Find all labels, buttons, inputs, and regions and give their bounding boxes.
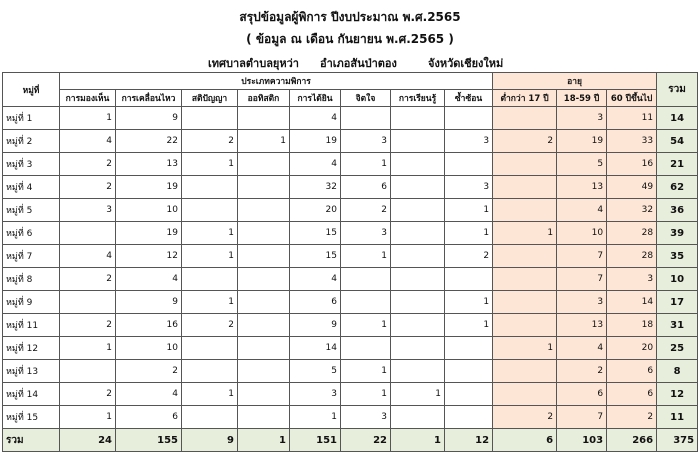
disability-count-cell — [391, 268, 445, 291]
age-count-cell: 7 — [557, 245, 607, 268]
disability-column-header: การเคลื่อนไหว — [116, 90, 182, 107]
age-count-cell: 3 — [607, 268, 657, 291]
disability-count-cell — [238, 291, 290, 314]
disability-count-cell — [391, 337, 445, 360]
disability-count-cell — [238, 314, 290, 337]
age-count-cell: 28 — [607, 245, 657, 268]
disability-count-cell: 3 — [60, 199, 116, 222]
disability-summary-table — [2, 72, 698, 452]
row-total-cell: 54 — [657, 130, 698, 153]
disability-count-cell — [238, 153, 290, 176]
disability-column-header: การได้ยิน — [290, 90, 341, 107]
age-count-cell — [493, 245, 557, 268]
age-column-header: 60 ปีขึ้นไป — [607, 90, 657, 107]
table-row — [3, 337, 698, 360]
disability-count-cell — [60, 291, 116, 314]
row-total-cell: 36 — [657, 199, 698, 222]
disability-count-cell: 32 — [290, 176, 341, 199]
row-total-cell: 62 — [657, 176, 698, 199]
age-count-cell: 2 — [493, 406, 557, 429]
disability-count-cell — [391, 199, 445, 222]
age-count-cell: 4 — [557, 337, 607, 360]
disability-count-cell — [238, 107, 290, 130]
age-group-header: อายุ — [493, 73, 657, 90]
disability-count-cell — [391, 107, 445, 130]
disability-count-cell: 1 — [290, 406, 341, 429]
disability-count-cell: 2 — [60, 314, 116, 337]
age-count-cell — [493, 176, 557, 199]
disability-column-header: ซ้ำซ้อน — [445, 90, 493, 107]
summary-disability-cell: 1 — [238, 429, 290, 452]
disability-count-cell: 13 — [116, 153, 182, 176]
table-row — [3, 268, 698, 291]
village-cell: หมู่ที่ 3 — [3, 153, 60, 176]
summary-age-cell: 6 — [493, 429, 557, 452]
summary-disability-cell: 151 — [290, 429, 341, 452]
disability-column-header: การเรียนรู้ — [391, 90, 445, 107]
age-count-cell: 16 — [607, 153, 657, 176]
disability-column-header: จิตใจ — [341, 90, 391, 107]
disability-count-cell — [341, 337, 391, 360]
disability-count-cell: 6 — [341, 176, 391, 199]
disability-count-cell: 2 — [182, 314, 238, 337]
row-total-cell: 21 — [657, 153, 698, 176]
report-title: สรุปข้อมูลผู้พิการ ปีงบประมาณ พ.ศ.2565 — [239, 10, 461, 24]
age-count-cell: 49 — [607, 176, 657, 199]
age-count-cell: 4 — [557, 199, 607, 222]
age-count-cell — [493, 383, 557, 406]
table-row — [3, 406, 698, 429]
age-count-cell: 20 — [607, 337, 657, 360]
age-count-cell — [493, 314, 557, 337]
row-total-cell: 12 — [657, 383, 698, 406]
age-count-cell: 33 — [607, 130, 657, 153]
disability-count-cell: 15 — [290, 222, 341, 245]
disability-count-cell: 1 — [238, 130, 290, 153]
table-row — [3, 314, 698, 337]
summary-label: รวม — [3, 429, 60, 452]
age-count-cell — [493, 199, 557, 222]
row-total-cell: 14 — [657, 107, 698, 130]
village-cell: หมู่ที่ 11 — [3, 314, 60, 337]
disability-count-cell: 1 — [182, 153, 238, 176]
disability-count-cell: 1 — [445, 314, 493, 337]
disability-count-cell — [445, 268, 493, 291]
disability-count-cell — [391, 314, 445, 337]
disability-count-cell: 22 — [116, 130, 182, 153]
disability-column-header: การมองเห็น — [60, 90, 116, 107]
report-subtitle: ( ข้อมูล ณ เดือน กันยายน พ.ศ.2565 ) — [246, 32, 454, 46]
age-count-cell: 3 — [557, 291, 607, 314]
disability-count-cell: 10 — [116, 199, 182, 222]
village-cell: หมู่ที่ 9 — [3, 291, 60, 314]
table-row — [3, 199, 698, 222]
disability-count-cell — [182, 199, 238, 222]
disability-count-cell — [182, 337, 238, 360]
disability-count-cell: 15 — [290, 245, 341, 268]
village-cell: หมู่ที่ 4 — [3, 176, 60, 199]
disability-count-cell — [238, 406, 290, 429]
age-count-cell: 28 — [607, 222, 657, 245]
disability-count-cell — [391, 360, 445, 383]
disability-count-cell: 19 — [116, 222, 182, 245]
table-row — [3, 360, 698, 383]
disability-count-cell — [445, 337, 493, 360]
age-column-header: ต่ำกว่า 17 ปี — [493, 90, 557, 107]
table-row — [3, 176, 698, 199]
disability-count-cell — [60, 222, 116, 245]
disability-count-cell — [341, 107, 391, 130]
disability-count-cell: 2 — [60, 153, 116, 176]
disability-count-cell: 3 — [290, 383, 341, 406]
disability-count-cell: 4 — [60, 130, 116, 153]
disability-count-cell: 1 — [182, 222, 238, 245]
disability-count-cell — [391, 130, 445, 153]
disability-count-cell: 1 — [445, 199, 493, 222]
age-column-header: 18-59 ปี — [557, 90, 607, 107]
disability-count-cell — [391, 291, 445, 314]
row-total-cell: 17 — [657, 291, 698, 314]
village-cell: หมู่ที่ 7 — [3, 245, 60, 268]
disability-count-cell: 1 — [391, 383, 445, 406]
disability-count-cell — [238, 337, 290, 360]
row-total-cell: 35 — [657, 245, 698, 268]
disability-count-cell — [391, 222, 445, 245]
village-cell: หมู่ที่ 1 — [3, 107, 60, 130]
disability-count-cell: 5 — [290, 360, 341, 383]
village-cell: หมู่ที่ 5 — [3, 199, 60, 222]
disability-column-header: ออทิสติก — [238, 90, 290, 107]
disability-count-cell — [182, 176, 238, 199]
disability-count-cell: 2 — [445, 245, 493, 268]
disability-count-cell — [182, 107, 238, 130]
disability-count-cell — [445, 107, 493, 130]
age-count-cell — [493, 268, 557, 291]
summary-age-cell: 103 — [557, 429, 607, 452]
disability-count-cell: 1 — [445, 222, 493, 245]
disability-count-cell — [238, 176, 290, 199]
summary-age-cell: 266 — [607, 429, 657, 452]
age-count-cell — [493, 360, 557, 383]
summary-disability-cell: 12 — [445, 429, 493, 452]
age-count-cell: 1 — [493, 222, 557, 245]
disability-count-cell: 14 — [290, 337, 341, 360]
disability-count-cell: 1 — [60, 107, 116, 130]
village-cell: หมู่ที่ 8 — [3, 268, 60, 291]
disability-count-cell — [445, 360, 493, 383]
age-count-cell: 6 — [557, 383, 607, 406]
disability-count-cell: 2 — [116, 360, 182, 383]
disability-count-cell: 1 — [182, 291, 238, 314]
disability-count-cell: 4 — [116, 268, 182, 291]
disability-count-cell: 4 — [60, 245, 116, 268]
village-cell: หมู่ที่ 15 — [3, 406, 60, 429]
disability-count-cell: 19 — [290, 130, 341, 153]
age-count-cell: 5 — [557, 153, 607, 176]
table-row — [3, 245, 698, 268]
disability-count-cell — [445, 406, 493, 429]
disability-count-cell: 12 — [116, 245, 182, 268]
table-row — [3, 222, 698, 245]
age-count-cell: 13 — [557, 314, 607, 337]
disability-count-cell — [391, 176, 445, 199]
disability-count-cell — [182, 360, 238, 383]
village-cell: หมู่ที่ 14 — [3, 383, 60, 406]
disability-type-group-header: ประเภทความพิการ — [60, 73, 493, 90]
disability-count-cell: 1 — [341, 245, 391, 268]
row-total-cell: 39 — [657, 222, 698, 245]
age-count-cell: 7 — [557, 406, 607, 429]
row-total-cell: 8 — [657, 360, 698, 383]
row-total-cell: 11 — [657, 406, 698, 429]
province-label: จังหวัดเชียงใหม่ — [428, 57, 504, 70]
disability-count-cell — [238, 222, 290, 245]
disability-count-cell — [60, 360, 116, 383]
age-count-cell: 32 — [607, 199, 657, 222]
summary-disability-cell: 1 — [391, 429, 445, 452]
disability-count-cell: 9 — [116, 291, 182, 314]
row-total-cell: 10 — [657, 268, 698, 291]
disability-count-cell: 1 — [182, 245, 238, 268]
disability-count-cell — [341, 268, 391, 291]
summary-disability-cell: 24 — [60, 429, 116, 452]
disability-count-cell — [341, 291, 391, 314]
disability-count-cell: 3 — [341, 222, 391, 245]
disability-column-header: สติปัญญา — [182, 90, 238, 107]
disability-count-cell: 3 — [341, 130, 391, 153]
summary-disability-cell: 9 — [182, 429, 238, 452]
age-count-cell: 18 — [607, 314, 657, 337]
village-cell: หมู่ที่ 6 — [3, 222, 60, 245]
village-cell: หมู่ที่ 2 — [3, 130, 60, 153]
age-count-cell — [493, 107, 557, 130]
age-count-cell — [493, 291, 557, 314]
disability-count-cell: 20 — [290, 199, 341, 222]
disability-count-cell: 10 — [116, 337, 182, 360]
disability-count-cell: 19 — [116, 176, 182, 199]
age-count-cell — [493, 153, 557, 176]
disability-count-cell — [445, 383, 493, 406]
table-row — [3, 130, 698, 153]
disability-count-cell — [391, 245, 445, 268]
disability-count-cell: 4 — [290, 153, 341, 176]
disability-count-cell: 1 — [341, 383, 391, 406]
disability-count-cell: 16 — [116, 314, 182, 337]
disability-count-cell: 1 — [60, 406, 116, 429]
age-count-cell: 14 — [607, 291, 657, 314]
age-count-cell: 6 — [607, 383, 657, 406]
row-total-cell: 31 — [657, 314, 698, 337]
district-label: อำเภอสันป่าตอง — [320, 57, 397, 70]
disability-count-cell: 3 — [341, 406, 391, 429]
municipality-label: เทศบาลตำบลยุหว่า — [208, 57, 299, 70]
disability-count-cell: 1 — [341, 153, 391, 176]
disability-count-cell: 9 — [290, 314, 341, 337]
disability-count-cell: 4 — [116, 383, 182, 406]
table-row — [3, 107, 698, 130]
row-total-cell: 25 — [657, 337, 698, 360]
grand-total-cell: 375 — [657, 429, 698, 452]
disability-count-cell: 1 — [60, 337, 116, 360]
village-cell: หมู่ที่ 13 — [3, 360, 60, 383]
table-row — [3, 383, 698, 406]
disability-count-cell — [391, 406, 445, 429]
disability-count-cell: 1 — [445, 291, 493, 314]
village-cell: หมู่ที่ 12 — [3, 337, 60, 360]
age-count-cell: 3 — [557, 107, 607, 130]
disability-count-cell: 2 — [341, 199, 391, 222]
age-count-cell: 2 — [557, 360, 607, 383]
age-count-cell: 7 — [557, 268, 607, 291]
age-count-cell: 11 — [607, 107, 657, 130]
disability-count-cell: 3 — [445, 176, 493, 199]
disability-count-cell: 2 — [60, 176, 116, 199]
disability-count-cell — [238, 199, 290, 222]
disability-count-cell — [182, 268, 238, 291]
age-count-cell: 1 — [493, 337, 557, 360]
disability-count-cell — [238, 245, 290, 268]
disability-count-cell — [391, 153, 445, 176]
disability-count-cell — [238, 360, 290, 383]
disability-count-cell: 2 — [60, 268, 116, 291]
disability-count-cell: 1 — [341, 360, 391, 383]
age-count-cell: 13 — [557, 176, 607, 199]
age-count-cell: 19 — [557, 130, 607, 153]
summary-disability-cell: 155 — [116, 429, 182, 452]
summary-row — [3, 429, 698, 452]
disability-count-cell: 2 — [182, 130, 238, 153]
summary-disability-cell: 22 — [341, 429, 391, 452]
village-column-header: หมู่ที่ — [3, 73, 60, 107]
age-count-cell: 6 — [607, 360, 657, 383]
disability-count-cell: 1 — [341, 314, 391, 337]
disability-count-cell: 1 — [182, 383, 238, 406]
total-column-header: รวม — [657, 73, 698, 107]
disability-count-cell: 6 — [116, 406, 182, 429]
table-row — [3, 153, 698, 176]
age-count-cell: 10 — [557, 222, 607, 245]
disability-count-cell — [238, 268, 290, 291]
disability-count-cell — [182, 406, 238, 429]
disability-count-cell: 6 — [290, 291, 341, 314]
disability-count-cell: 3 — [445, 130, 493, 153]
age-count-cell: 2 — [607, 406, 657, 429]
disability-count-cell: 9 — [116, 107, 182, 130]
disability-count-cell — [445, 153, 493, 176]
disability-count-cell: 4 — [290, 107, 341, 130]
disability-count-cell: 4 — [290, 268, 341, 291]
disability-count-cell: 2 — [60, 383, 116, 406]
age-count-cell: 2 — [493, 130, 557, 153]
table-row — [3, 291, 698, 314]
disability-count-cell — [238, 383, 290, 406]
